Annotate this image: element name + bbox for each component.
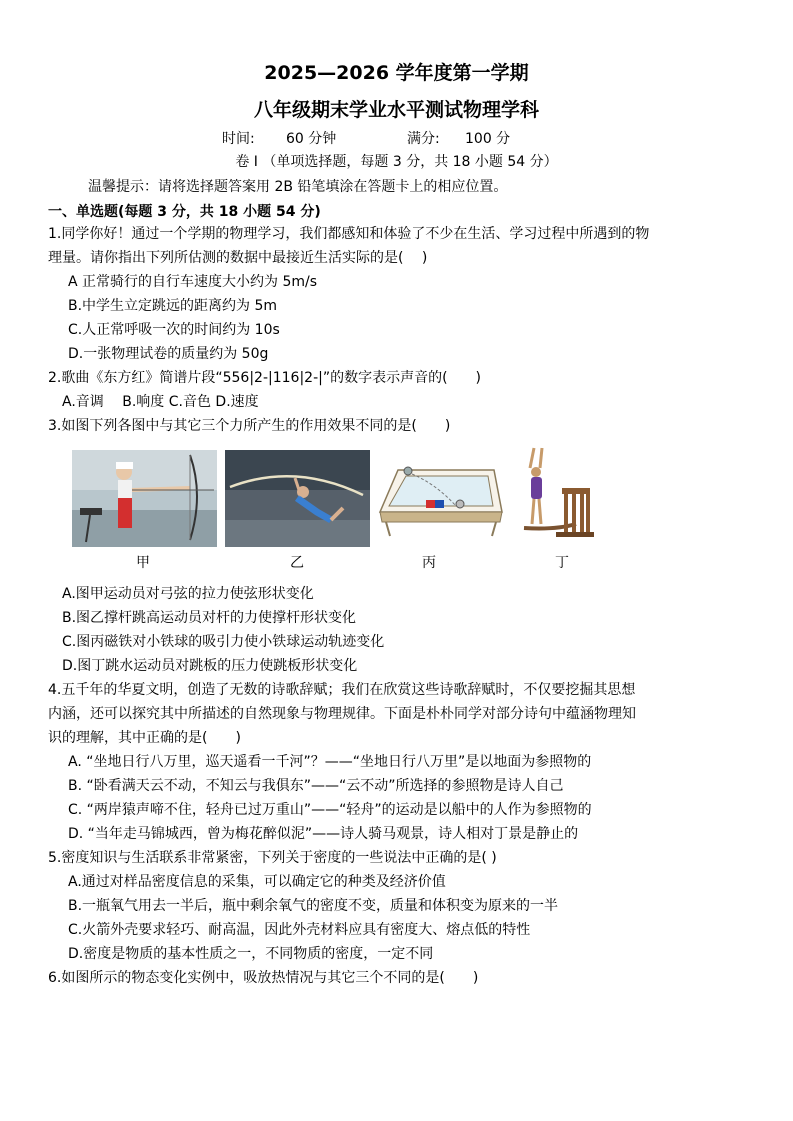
time-label: 时间: [222, 131, 255, 147]
time-value: 60 分钟 [286, 131, 337, 147]
q1-stem-line2: 理量。请你指出下列所估测的数据中最接近生活实际的是( ) [48, 250, 428, 266]
figure-caption-jia: 甲 [136, 555, 150, 571]
q2-options: A.音调 B.响度 C.音色 D.速度 [62, 394, 259, 410]
q4-stem-line2: 内涵，还可以探究其中所描述的自然现象与物理规律。下面是朴朴同学对部分诗句中蕴涵物理知 [48, 706, 636, 722]
q4-stem-line1: 4.五千年的华夏文明，创造了无数的诗歌辞赋；我们在欣赏这些诗歌辞赋时，不仅要挖掘其思想 [48, 682, 636, 698]
q1-stem-line1: 1.同学你好！通过一个学期的物理学习，我们都感知和体验了不少在生活、学习过程中所遇到的物 [48, 226, 650, 242]
q3-option-a: A.图甲运动员对弓弦的拉力使弦形状变化 [62, 586, 314, 602]
q5-option-d: D.密度是物质的基本性质之一，不同物质的密度，一定不同 [68, 946, 434, 962]
volume-note: 卷 I （单项选择题，每题 3 分，共 18 小题 54 分） [235, 154, 558, 170]
figure-caption-bing: 丙 [422, 555, 436, 571]
score-value: 100 分 [465, 131, 511, 147]
exam-title-term: 2025—2026 学年度第一学期 [264, 62, 529, 84]
q2-stem: 2.歌曲《东方红》简谱片段“556|2-|116|2-|”的数字表示声音的( ) [48, 370, 482, 386]
q3-option-b: B.图乙撑杆跳高运动员对杆的力使撑杆形状变化 [62, 610, 357, 626]
figure-caption-yi: 乙 [290, 555, 304, 571]
q4-option-c: C. “两岸猿声啼不住，轻舟已过万重山”——“轻舟”的运动是以船中的人作为参照物的 [68, 802, 592, 818]
q6-stem: 6.如图所示的物态变化实例中，吸放热情况与其它三个不同的是( ) [48, 970, 479, 986]
archer-photo [72, 450, 217, 547]
q1-option-c: C.人正常呼吸一次的时间约为 10s [68, 322, 280, 338]
q4-option-b: B. “卧看满天云不动，不知云与我俱东”——“云不动”所选择的参照物是诗人自己 [68, 778, 564, 794]
pole-vault-photo [225, 450, 370, 547]
section-heading: 一、单选题(每题 3 分，共 18 小题 54 分) [48, 204, 321, 220]
q5-option-a: A.通过对样品密度信息的采集，可以确定它的种类及经济价值 [68, 874, 446, 890]
q1-option-a: A 正常骑行的自行车速度大小约为 5m/s [68, 274, 318, 290]
q5-option-b: B.一瓶氧气用去一半后，瓶中剩余氧气的密度不变，质量和体积变为原来的一半 [68, 898, 559, 914]
q1-option-b: B.中学生立定跳远的距离约为 5m [68, 298, 278, 314]
exam-tip: 温馨提示：请将选择题答案用 2B 铅笔填涂在答题卡上的相应位置。 [88, 179, 508, 195]
q3-option-c: C.图丙磁铁对小铁球的吸引力使小铁球运动轨迹变化 [62, 634, 385, 650]
q3-option-d: D.图丁跳水运动员对跳板的压力使跳板形状变化 [62, 658, 358, 674]
q5-option-c: C.火箭外壳要求轻巧、耐高温，因此外壳材料应具有密度大、熔点低的特性 [68, 922, 531, 938]
q4-option-a: A. “坐地日行八万里，巡天遥看一千河”？——“坐地日行八万里”是以地面为参照物的 [68, 754, 592, 770]
q5-stem: 5.密度知识与生活联系非常紧密，下列关于密度的一些说法中正确的是( ) [48, 850, 497, 866]
figure-caption-ding: 丁 [555, 555, 569, 571]
q4-option-d: D. “当年走马锦城西，曾为梅花醉似泥”——诗人骑马观景，诗人相对丁景是静止的 [68, 826, 579, 842]
q1-option-d: D.一张物理试卷的质量约为 50g [68, 346, 269, 362]
exam-title-subject: 八年级期末学业水平测试物理学科 [253, 99, 539, 121]
q4-stem-line3: 识的理解，其中正确的是( ) [48, 730, 241, 746]
q3-stem: 3.如图下列各图中与其它三个力所产生的作用效果不同的是( ) [48, 418, 451, 434]
magnet-ball-diagram [376, 462, 506, 540]
diver-diagram [516, 444, 596, 544]
score-label: 满分: [407, 131, 440, 147]
